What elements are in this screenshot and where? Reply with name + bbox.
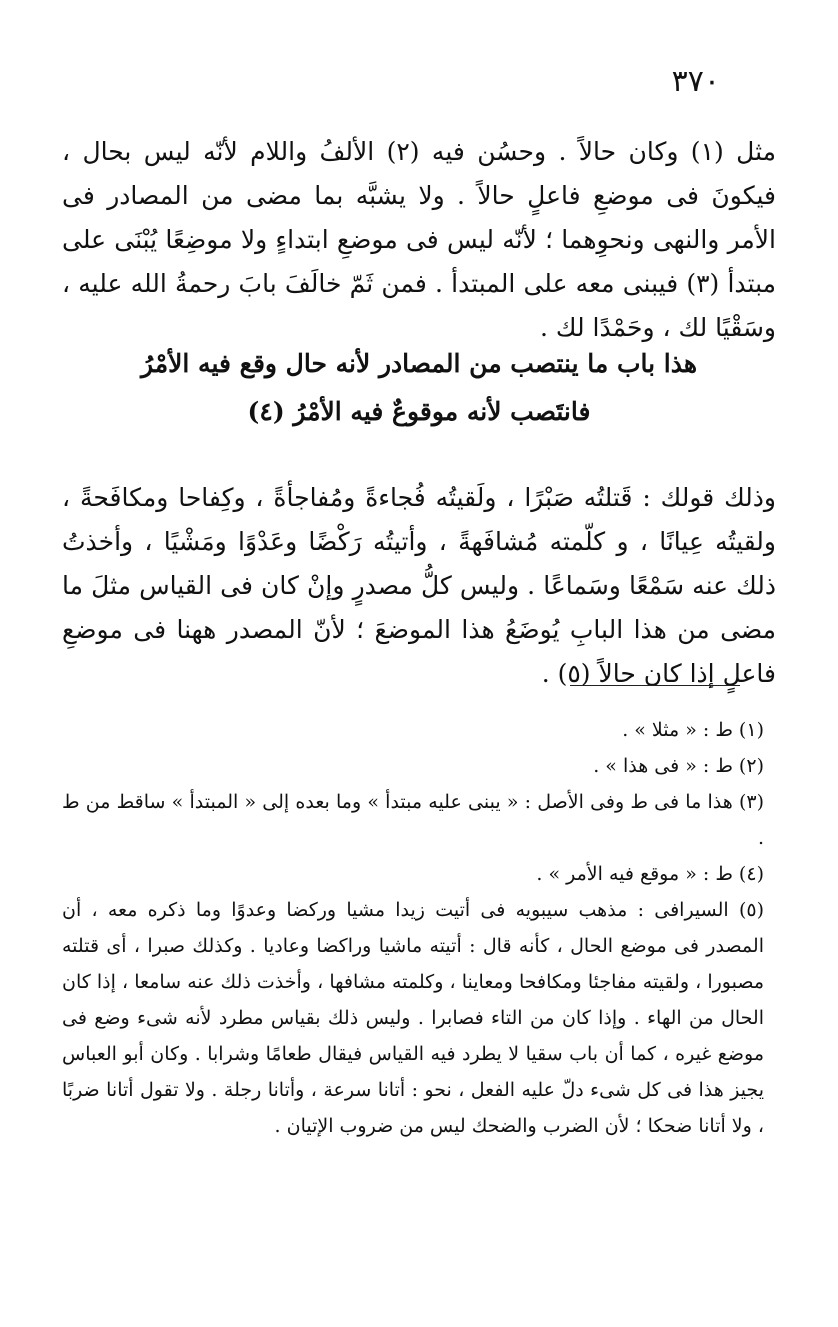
footnote-4: (٤) ط : « موقع فيه الأمر » . — [536, 863, 764, 885]
footnote-separator — [570, 685, 740, 686]
paragraph-continuation: مثل (١) وكان حالاً . وحسُن فيه (٢) الألفُ واللام لأنّه ليس بحال ، فيكونَ فى موضعِ فاعلٍ حالاً . ولا يشبَّه بما مضى من المصادر فى الأمر والنهى ونحوِهما ؛ لأنّه ليس فى موضعِ ابتداءٍ ولا موضِعًا يُبْنَى على مبتدأ (٣) فيبنى معه على المبتدأ . فمن ثَمّ خالَفَ بابَ رحمةُ الله عليه ، وسَقْيًا لك ، وحَمْدًا لك . — [62, 137, 776, 342]
chapter-heading-line-1: هذا باب ما ينتصب من المصادر لأنه حال وقع فيه الأمْرُ — [140, 349, 698, 378]
paragraph-examples: وذلك قولك : قَتلتُه صَبْرًا ، ولَقيتُه فُجاءةً ومُفاجأةً ، وكِفاحا ومكافَحةً ، ولقيتُه عِيانًا ، و كلّمته مُشافَهةً ، وأتيتُه رَكْضًا وعَدْوًا ومَشْيًا ، وأخذتُ ذلك عنه سَمْعًا وسَماعًا . وليس كلُّ مصدرٍ وإنْ كان فى القياس مثلَ ما مضى من هذا البابِ يُوضَعُ هذا الموضعَ ؛ لأنّ المصدر ههنا فى موضعِ فاعلٍ إذا كان حالاً (٥) . — [62, 483, 776, 688]
chapter-heading — [40, 340, 798, 436]
page-number: ٣٧٠ — [671, 64, 720, 99]
footnote-5: (٥) السيرافى : مذهب سيبويه فى أتيت زيدا مشيا وركضا وعدوًا وما ذكره معه ، أن المصدر فى موضع الحال ، كأنه قال : أتيته ماشيا وراكضا وعاديا . وكذلك صبرا ، أى قتلته مصبورا ، ولقيته مفاجئا ومكافحا ومعاينا ، وكلمته مشافها ، وأخذت ذلك عنه سامعا ، إذا كان الحال من الهاء . وإذا كان من التاء فصابرا . وليس ذلك بقياس مطرد لأنه شىء وضع فى موضع غيره ، كما أن باب سقيا لا يطرد فيه القياس فيقال طعامًا وشرابا . وكان أبو العباس يجيز هذا فى كل شىء دلّ عليه الفعل ، نحو : أتانا سرعة ، وأتانا رجلة . ولا تقول أتانا ضربًا ، ولا أتانا ضحكا ؛ لأن الضرب والضحك ليس من ضروب الإتيان . — [62, 899, 764, 1137]
footnote-1: (١) ط : « مثلا » . — [622, 719, 764, 741]
footnote-3: (٣) هذا ما فى ط وفى الأصل : « يبنى عليه مبتدأ » وما بعده إلى « المبتدأ » ساقط من ط . — [62, 791, 764, 849]
footnotes — [62, 712, 776, 1144]
footnote-2: (٢) ط : « فى هذا » . — [593, 755, 764, 777]
chapter-heading-line-2: فانتَصب لأنه موقوعٌ فيه الأمْرُ (٤) — [247, 397, 591, 426]
